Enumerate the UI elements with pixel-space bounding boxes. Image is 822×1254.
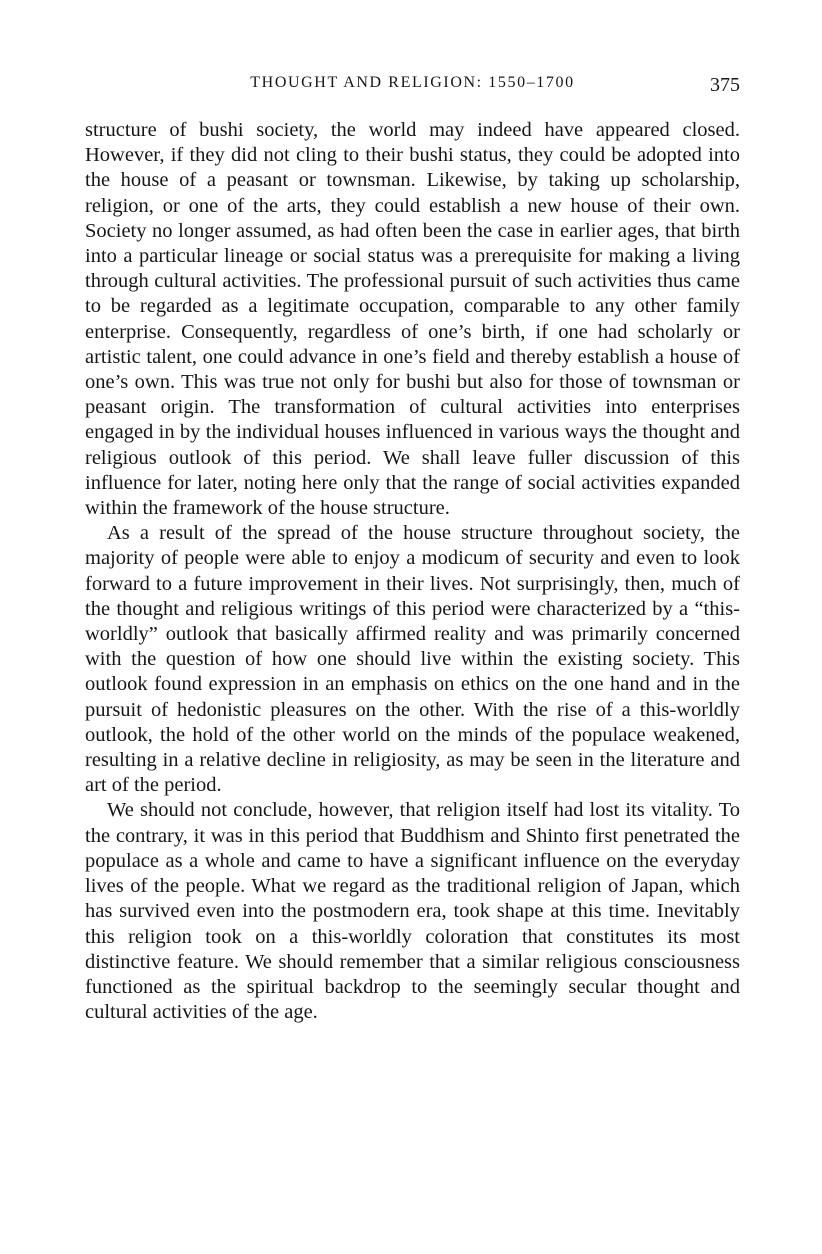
running-head [85,72,740,104]
running-title: THOUGHT AND RELIGION: 1550–1700 [250,74,575,91]
paragraph-house-structure: As a result of the spread of the house structure throughout society, the majority of people were able to enjoy a modicum of security and even to look forward to a future improvement in their lives. Not surprisingly, then, much of the thought and religious writings of this period were characterized by a “this-worldly” outlook that basically affirmed reality and was primarily concerned with the question of how one should live within the existing society. This outlook found expression in an emphasis on ethics on the one hand and in the pursuit of hedonistic pleasures on the other. With the rise of a this-worldly outlook, the hold of the other world on the minds of the populace weakened, resulting in a relative decline in religiosity, as may be seen in the literature and art of the period. [85,522,740,797]
paragraph-continued: structure of bushi society, the world may indeed have appeared closed. However, if they did not cling to their bushi status, they could be adopted into the house of a peasant or townsman. Likewise, by taking up scholarship, religion, or one of the arts, they could establish a new house of their own. Society no longer assumed, as had often been the case in earlier ages, that birth into a particular lineage or social status was a prerequisite for making a living through cultural activities. The professional pursuit of such activities thus came to be regarded as a legitimate occupation, comparable to any other family enterprise. Consequently, regardless of one’s birth, if one had scholarly or artistic talent, one could advance in one’s field and thereby establish a house of one’s own. This was true not only for bushi but also for those of townsman or peasant origin. The transformation of cultural activities into enterprises engaged in by the individual houses influenced in various ways the thought and religious outlook of this period. We shall leave fuller discussion of this influence for later, noting here only that the range of social activities expanded within the framework of the house structure. [85,119,740,520]
body-text [85,118,740,1025]
page-number: 375 [710,74,740,96]
paragraph-religion-vitality: We should not conclude, however, that religion itself had lost its vitality. To the contrary, it was in this period that Buddhism and Shinto first penetrated the populace as a whole and came to have a significant influence on the everyday lives of the people. What we regard as the traditional religion of Japan, which has survived even into the postmodern era, took shape at this time. Inevitably this religion took on a this-worldly coloration that constitutes its most distinctive feature. We should remember that a similar religious consciousness functioned as the spiritual backdrop to the seemingly secular thought and cultural activities of the age. [85,799,740,1024]
